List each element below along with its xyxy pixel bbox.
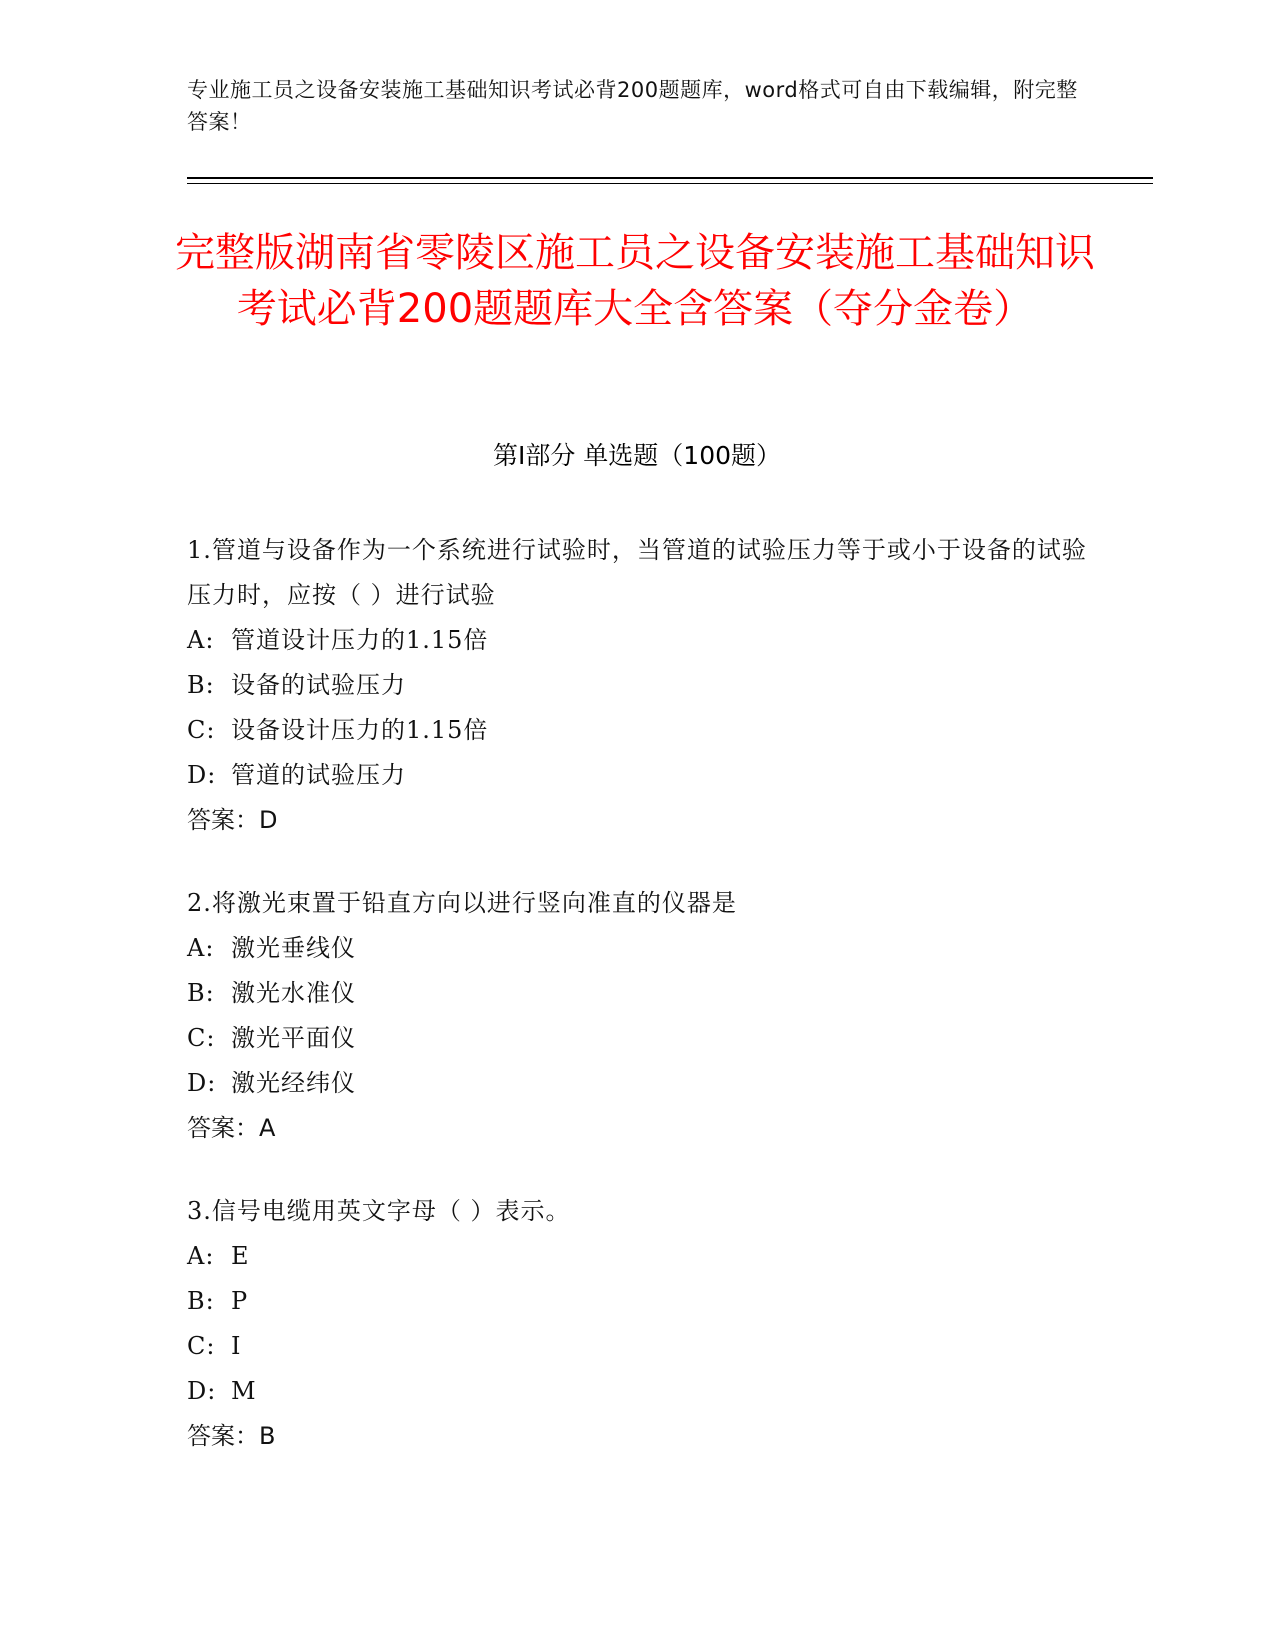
option-b [187,663,1107,708]
option-key: D: [187,1377,217,1405]
option-a [187,926,1107,971]
option-d [187,753,1107,798]
option-text: E [231,1242,250,1270]
option-text: 激光水准仪 [231,979,356,1007]
option-text: M [231,1377,257,1405]
option-key: C: [187,716,216,744]
option-text: P [231,1287,249,1315]
answer: 答案：D [187,806,278,834]
question-3 [187,1189,1107,1459]
option-key: C: [187,1332,216,1360]
option-text: 管道的试验压力 [231,761,406,789]
option-c [187,708,1107,753]
option-text: I [231,1332,242,1360]
question-stem: 3.信号电缆用英文字母（ ）表示。 [187,1197,571,1225]
option-a [187,618,1107,663]
option-key: D: [187,1069,217,1097]
document-title: 完整版湖南省零陵区施工员之设备安装施工基础知识考试必背200题题库大全含答案（夺分金卷） [175,230,1095,332]
option-text: 激光平面仪 [231,1024,356,1052]
option-text: 激光经纬仪 [231,1069,356,1097]
option-c [187,1324,1107,1369]
option-key: A: [187,934,215,962]
question-stem: 2.将激光束置于铅直方向以进行竖向准直的仪器是 [187,889,737,917]
section-title: 第I部分 单选题（100题） [492,441,782,470]
question-1 [187,528,1107,843]
answer: 答案：A [187,1114,276,1142]
header-note: 专业施工员之设备安装施工基础知识考试必背200题题库，word格式可自由下载编辑，附完整答案！ [187,78,1078,134]
option-text: 设备设计压力的1.15倍 [231,716,489,744]
option-key: B: [187,671,215,699]
option-text: 激光垂线仪 [231,934,356,962]
question-2 [187,881,1107,1151]
option-key: C: [187,1024,216,1052]
option-a [187,1234,1107,1279]
option-text: 管道设计压力的1.15倍 [231,626,489,654]
question-stem: 1.管道与设备作为一个系统进行试验时，当管道的试验压力等于或小于设备的试验压力时，应按（ ）进行试验 [187,536,1087,609]
header-divider-thin [187,183,1153,184]
option-d [187,1369,1107,1414]
option-key: A: [187,626,215,654]
option-key: B: [187,979,215,1007]
question-list [187,528,1107,1497]
option-b [187,971,1107,1016]
option-b [187,1279,1107,1324]
option-d [187,1061,1107,1106]
header-divider-thick [187,177,1153,179]
option-key: A: [187,1242,215,1270]
option-key: B: [187,1287,215,1315]
option-c [187,1016,1107,1061]
option-text: 设备的试验压力 [231,671,406,699]
option-key: D: [187,761,217,789]
answer: 答案：B [187,1422,276,1450]
